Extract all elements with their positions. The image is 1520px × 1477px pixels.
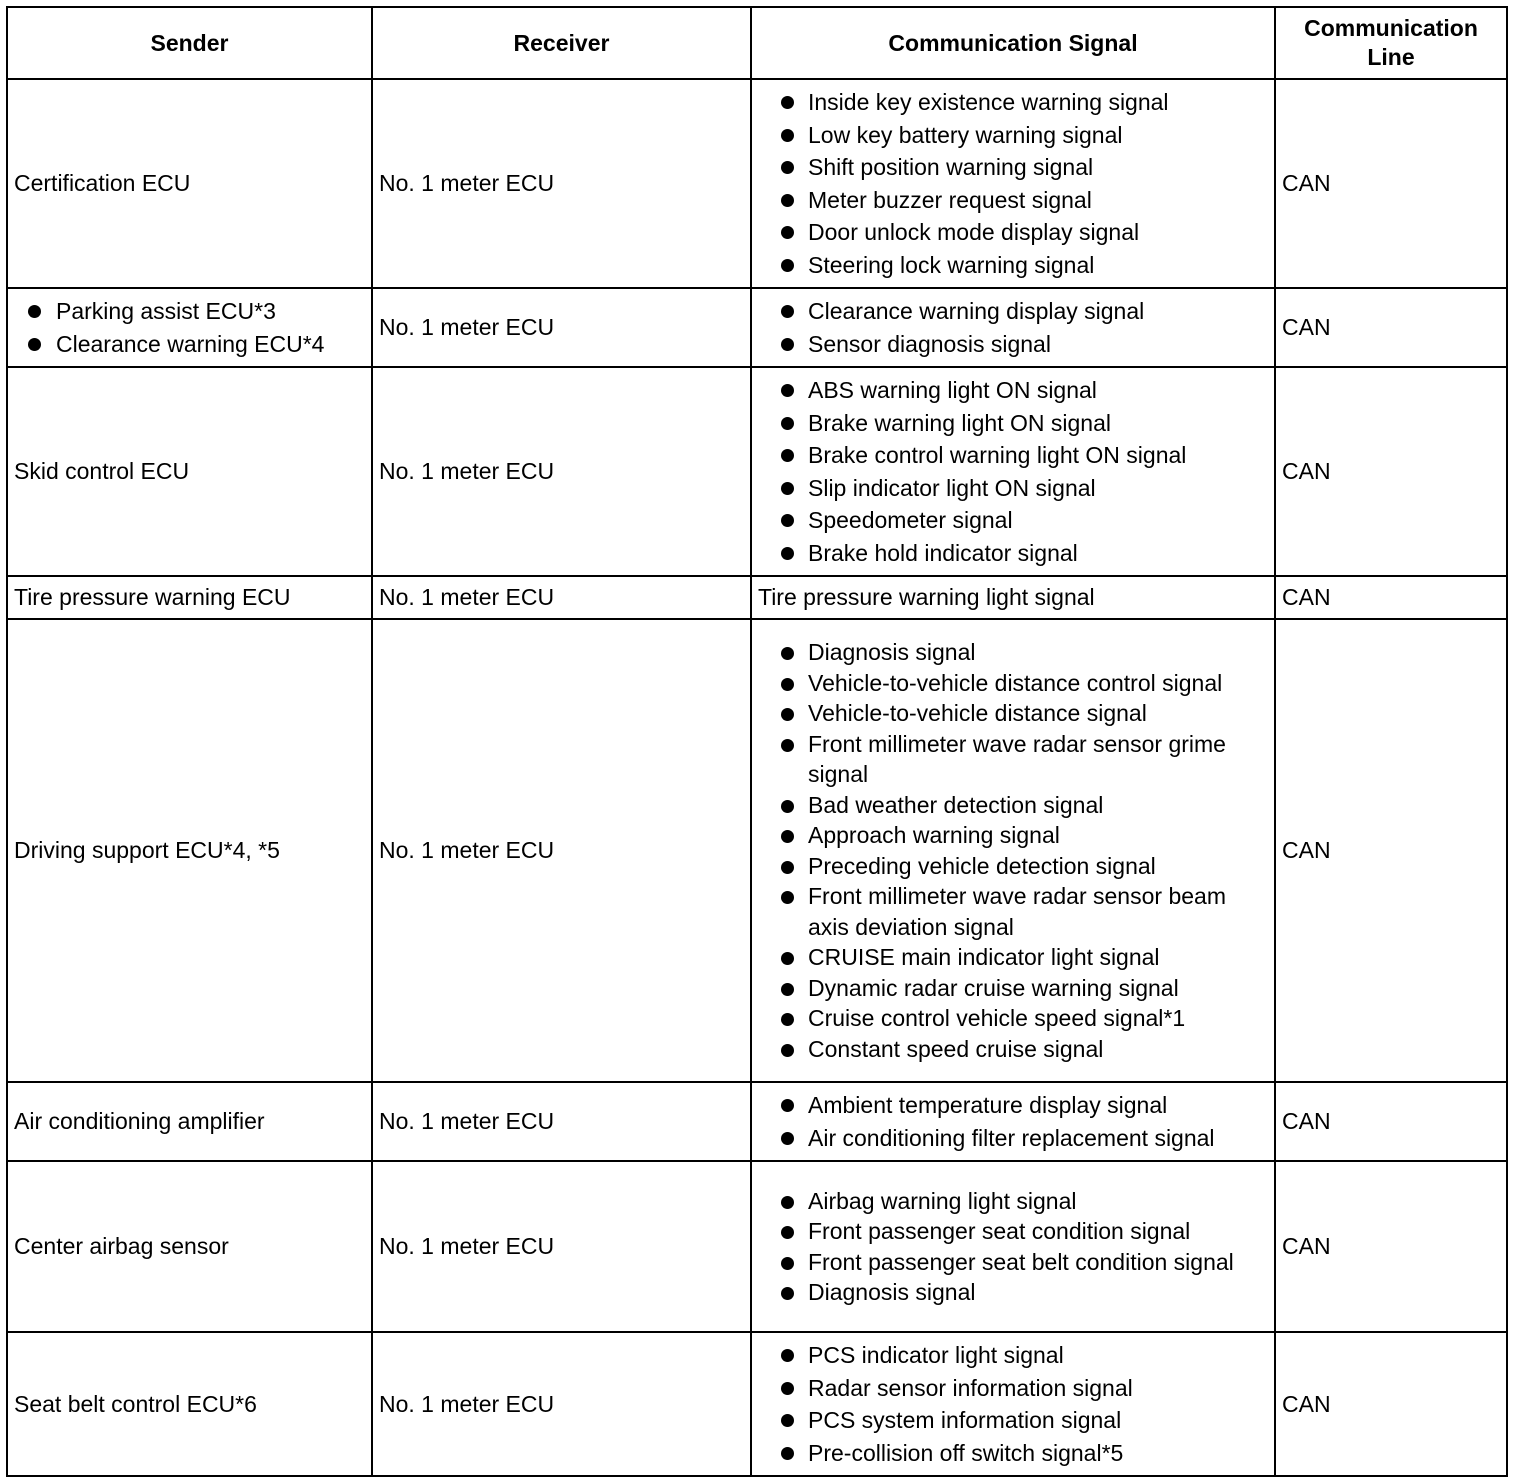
signal-item: PCS system information signal	[758, 1404, 1268, 1437]
line-cell: CAN	[1275, 288, 1507, 367]
signal-item: Constant speed cruise signal	[758, 1034, 1268, 1065]
table-row	[7, 619, 1507, 1082]
signal-item: Air conditioning filter replacement signal	[758, 1122, 1268, 1155]
header-row	[7, 7, 1507, 79]
signal-cell	[751, 367, 1275, 576]
signal-list	[758, 1083, 1268, 1160]
signal-item: Airbag warning light signal	[758, 1186, 1268, 1217]
signal-item: Dynamic radar cruise warning signal	[758, 973, 1268, 1004]
receiver-cell: No. 1 meter ECU	[372, 619, 751, 1082]
table-row	[7, 1082, 1507, 1161]
line-cell: CAN	[1275, 576, 1507, 619]
signal-list	[758, 368, 1268, 575]
signal-item: Steering lock warning signal	[758, 249, 1268, 282]
signal-item: Front passenger seat belt condition signal	[758, 1247, 1268, 1278]
signal-cell	[751, 1161, 1275, 1332]
signal-item: Clearance warning display signal	[758, 295, 1268, 328]
signal-item: Front millimeter wave radar sensor beam axis deviation signal	[758, 881, 1268, 942]
signal-item: Approach warning signal	[758, 820, 1268, 851]
sender-cell	[7, 288, 372, 367]
signal-item: Slip indicator light ON signal	[758, 472, 1268, 505]
receiver-cell: No. 1 meter ECU	[372, 1332, 751, 1476]
header-receiver: Receiver	[372, 7, 751, 79]
signal-item: Brake warning light ON signal	[758, 407, 1268, 440]
sender-cell: Skid control ECU	[7, 367, 372, 576]
header-signal: Communication Signal	[751, 7, 1275, 79]
signal-cell	[751, 288, 1275, 367]
receiver-cell: No. 1 meter ECU	[372, 1082, 751, 1161]
table-row	[7, 576, 1507, 619]
signal-cell	[751, 79, 1275, 288]
signal-item: Sensor diagnosis signal	[758, 328, 1268, 361]
header-line: Communication Line	[1275, 7, 1507, 79]
receiver-cell: No. 1 meter ECU	[372, 367, 751, 576]
signal-item: Ambient temperature display signal	[758, 1089, 1268, 1122]
signal-item: Pre-collision off switch signal*5	[758, 1437, 1268, 1470]
signal-item: Radar sensor information signal	[758, 1372, 1268, 1405]
signal-list	[758, 80, 1268, 287]
signal-list	[758, 289, 1268, 366]
signal-item: Speedometer signal	[758, 504, 1268, 537]
signal-item: Shift position warning signal	[758, 151, 1268, 184]
signal-item: Inside key existence warning signal	[758, 86, 1268, 119]
line-cell: CAN	[1275, 619, 1507, 1082]
signal-item: Preceding vehicle detection signal	[758, 851, 1268, 882]
signal-list	[758, 631, 1268, 1070]
line-cell: CAN	[1275, 367, 1507, 576]
table-row	[7, 1161, 1507, 1332]
table-row	[7, 288, 1507, 367]
sender-cell: Center airbag sensor	[7, 1161, 372, 1332]
sender-cell: Tire pressure warning ECU	[7, 576, 372, 619]
signal-item: Brake control warning light ON signal	[758, 439, 1268, 472]
communication-table	[6, 6, 1508, 1477]
sender-cell: Seat belt control ECU*6	[7, 1332, 372, 1476]
signal-cell: Tire pressure warning light signal	[751, 576, 1275, 619]
signal-item: Vehicle-to-vehicle distance control signal	[758, 668, 1268, 699]
signal-item: CRUISE main indicator light signal	[758, 942, 1268, 973]
signal-table-container	[6, 6, 1508, 1477]
signal-cell	[751, 1332, 1275, 1476]
table-row	[7, 79, 1507, 288]
line-cell: CAN	[1275, 1332, 1507, 1476]
sender-item: Clearance warning ECU*4	[8, 328, 365, 361]
line-cell: CAN	[1275, 1161, 1507, 1332]
signal-cell	[751, 1082, 1275, 1161]
header-sender: Sender	[7, 7, 372, 79]
receiver-cell: No. 1 meter ECU	[372, 1161, 751, 1332]
line-cell: CAN	[1275, 79, 1507, 288]
signal-item: Vehicle-to-vehicle distance signal	[758, 698, 1268, 729]
signal-list	[758, 1333, 1268, 1475]
signal-item: Low key battery warning signal	[758, 119, 1268, 152]
signal-item: Diagnosis signal	[758, 637, 1268, 668]
signal-list	[758, 1180, 1268, 1314]
signal-item: ABS warning light ON signal	[758, 374, 1268, 407]
signal-item: Front millimeter wave radar sensor grime signal	[758, 729, 1268, 790]
sender-cell: Certification ECU	[7, 79, 372, 288]
sender-item: Parking assist ECU*3	[8, 295, 365, 328]
receiver-cell: No. 1 meter ECU	[372, 576, 751, 619]
signal-item: Bad weather detection signal	[758, 790, 1268, 821]
table-row	[7, 1332, 1507, 1476]
signal-item: Brake hold indicator signal	[758, 537, 1268, 570]
signal-item: Cruise control vehicle speed signal*1	[758, 1003, 1268, 1034]
table-row	[7, 367, 1507, 576]
line-cell: CAN	[1275, 1082, 1507, 1161]
signal-item: PCS indicator light signal	[758, 1339, 1268, 1372]
sender-cell: Air conditioning amplifier	[7, 1082, 372, 1161]
signal-item: Front passenger seat condition signal	[758, 1216, 1268, 1247]
signal-item: Diagnosis signal	[758, 1277, 1268, 1308]
signal-cell	[751, 619, 1275, 1082]
sender-cell: Driving support ECU*4, *5	[7, 619, 372, 1082]
sender-list	[8, 295, 365, 360]
signal-item: Door unlock mode display signal	[758, 216, 1268, 249]
receiver-cell: No. 1 meter ECU	[372, 288, 751, 367]
signal-item: Meter buzzer request signal	[758, 184, 1268, 217]
receiver-cell: No. 1 meter ECU	[372, 79, 751, 288]
